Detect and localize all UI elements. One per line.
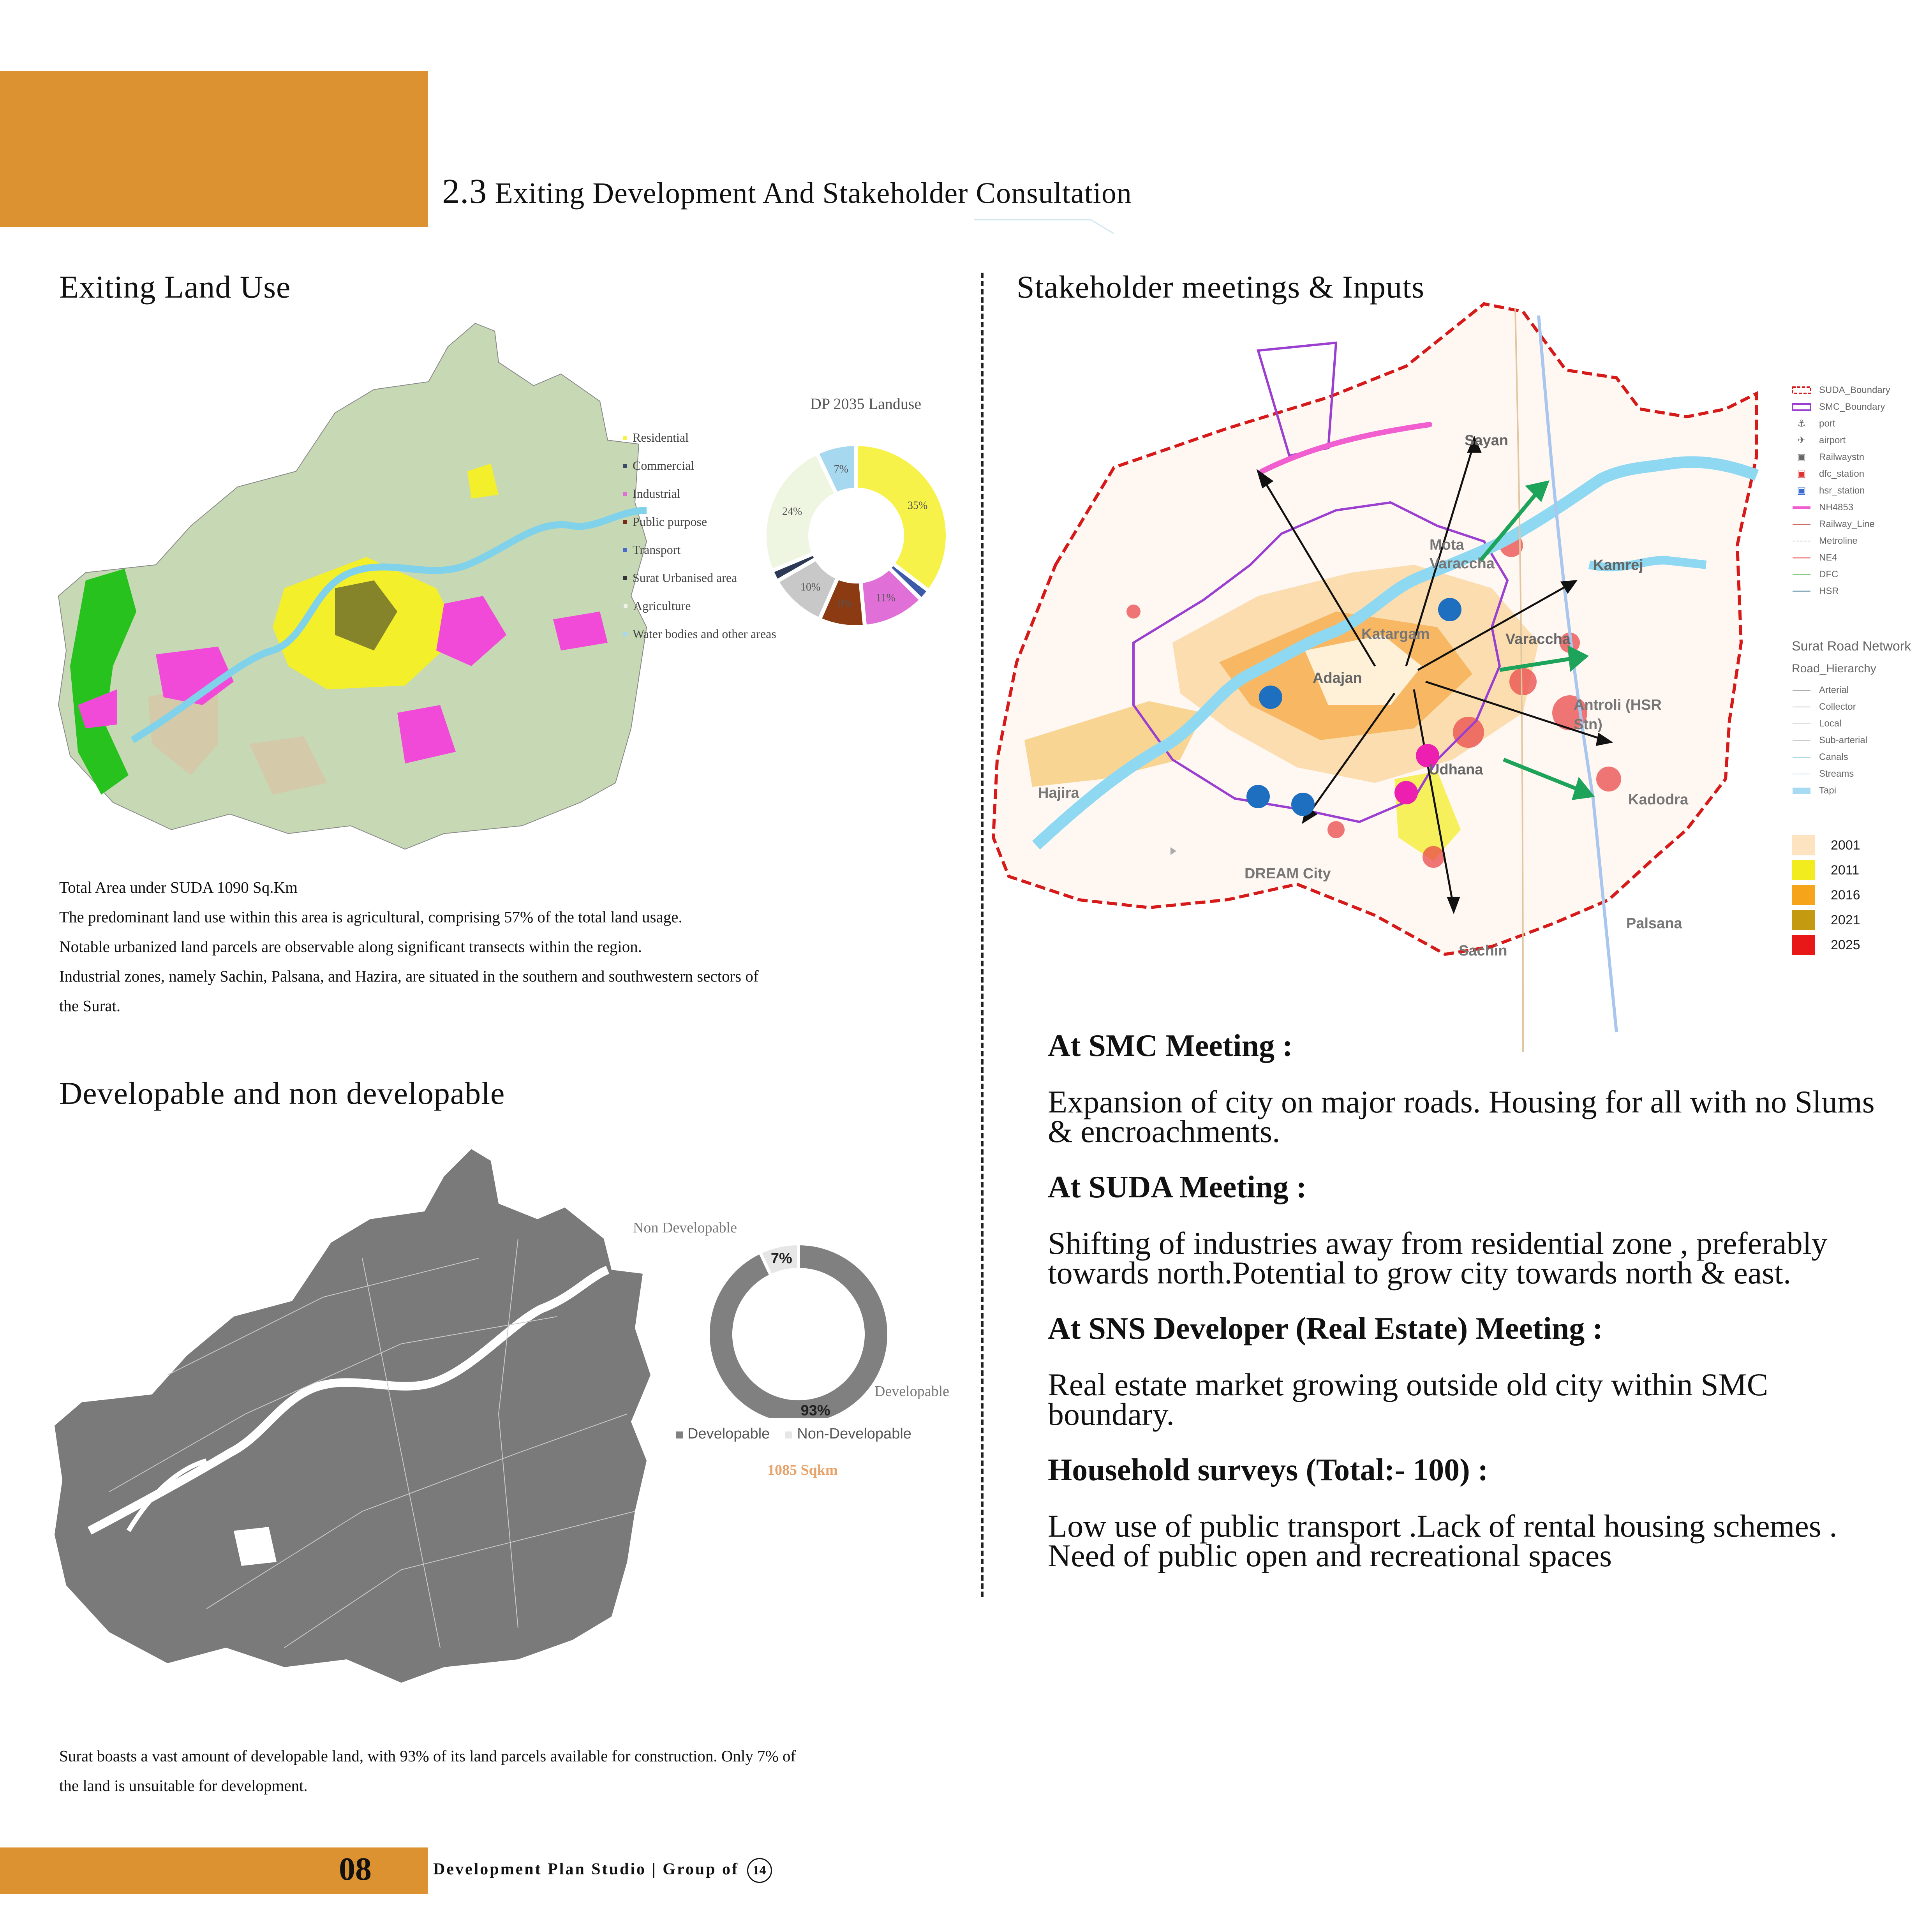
legend-collector: Collector bbox=[1819, 701, 1856, 712]
meeting-text-smc: Expansion of city on major roads. Housing for all with no Slums & encroachments. bbox=[1048, 1084, 1875, 1149]
page-title: 2.3 Exiting Development And Stakeholder Consultation bbox=[442, 172, 1132, 211]
legend-canals: Canals bbox=[1819, 751, 1848, 762]
legend-item-agriculture: Agriculture bbox=[623, 599, 776, 613]
legend-item-residential: Residential bbox=[623, 430, 776, 445]
meeting-text-household: Low use of public transport .Lack of rental housing schemes . Need of public open and recreational spaces bbox=[1048, 1508, 1837, 1573]
legend-local: Local bbox=[1819, 718, 1842, 729]
legend-ne4: NE4 bbox=[1819, 552, 1837, 563]
legend-hsr: HSR bbox=[1819, 585, 1839, 596]
developable-heading: Developable and non developable bbox=[59, 1075, 505, 1111]
landuse-legend bbox=[623, 430, 776, 655]
non-developable-callout: Non Developable bbox=[633, 1220, 737, 1236]
port-icon: ⚓ bbox=[1797, 418, 1806, 429]
donut-data-label: 10% bbox=[800, 581, 821, 593]
year-item-2025: 2025 bbox=[1792, 933, 1860, 957]
meetings-section bbox=[1048, 1028, 1885, 1571]
year-swatch bbox=[1792, 910, 1815, 930]
developable-line: Surat boasts a vast amount of developable land, with 93% of its land parcels available for construction. Only 7% of bbox=[59, 1747, 796, 1765]
legend-railway-line: Railway_Line bbox=[1819, 518, 1875, 529]
donut-data-label: 35% bbox=[908, 499, 928, 512]
footer-text: Development Plan Studio | Group of 14 bbox=[433, 1858, 772, 1883]
stakeholder-map bbox=[985, 292, 1803, 1052]
meeting-text-suda: Shifting of industries away from residential zone , preferably towards north.Potential to grow city towards north & east. bbox=[1048, 1225, 1828, 1290]
place-label-kadodra: Kadodra bbox=[1628, 791, 1689, 808]
legend-non-developable: Non-Developable bbox=[785, 1426, 911, 1442]
column-divider bbox=[981, 273, 984, 1597]
place-label-dream-city: DREAM City bbox=[1245, 866, 1331, 882]
place-label-udhana: Udhana bbox=[1429, 762, 1483, 778]
legend-tapi: Tapi bbox=[1792, 782, 1867, 799]
place-label-sachin: Sachin bbox=[1459, 943, 1507, 959]
year-item-2011: 2011 bbox=[1792, 858, 1860, 883]
legend-nh: NH4853 bbox=[1819, 502, 1854, 513]
place-label-katargam: Katargam bbox=[1361, 626, 1430, 642]
year-swatch bbox=[1792, 860, 1815, 880]
legend-airport: ✈ airport bbox=[1792, 432, 1890, 449]
land-use-description bbox=[59, 873, 986, 1021]
legend-item-public-purpose: Public purpose bbox=[623, 515, 776, 529]
legend-dfc-station: ▣ dfc_station bbox=[1792, 465, 1890, 482]
place-label-adajan: Adajan bbox=[1313, 670, 1362, 686]
road-legend bbox=[1792, 682, 1867, 799]
legend-hsr-station: ▣ hsr_station bbox=[1792, 482, 1890, 499]
land-use-line: Notable urbanized land parcels are observable along significant transects within the region. bbox=[59, 938, 642, 955]
airplane-icon: ✈ bbox=[1797, 435, 1806, 446]
legend-item-water: Water bodies and other areas bbox=[623, 627, 776, 641]
donut-data-label: 24% bbox=[782, 505, 802, 518]
donut-data-label: 7% bbox=[770, 1250, 792, 1267]
year-item-2016: 2016 bbox=[1792, 883, 1860, 908]
legend-item-industrial: Industrial bbox=[623, 487, 776, 501]
developable-legend bbox=[676, 1426, 911, 1442]
place-label-sayan: Sayan bbox=[1465, 432, 1508, 449]
developable-map bbox=[51, 1141, 658, 1694]
meeting-title-smc: At SMC Meeting : bbox=[1048, 1029, 1293, 1063]
landuse-donut-chart bbox=[763, 397, 1013, 631]
place-label-varaccha: Varaccha bbox=[1505, 631, 1571, 647]
road-hierarchy-title: Road_Hierarchy bbox=[1792, 662, 1876, 675]
legend-port: ⚓ port bbox=[1792, 415, 1890, 432]
legend-sub-arterial: Sub-arterial bbox=[1819, 735, 1868, 746]
meeting-title-suda: At SUDA Meeting : bbox=[1048, 1170, 1307, 1204]
year-swatch bbox=[1792, 935, 1815, 955]
hsr-station-icon: ▣ bbox=[1797, 485, 1806, 496]
developable-line: the land is unsuitable for development. bbox=[59, 1777, 308, 1795]
place-label-palsana: Palsana bbox=[1626, 915, 1682, 932]
dfc-station-icon: ▣ bbox=[1797, 469, 1806, 479]
legend-item-urbanised: Surat Urbanised area bbox=[623, 571, 776, 585]
land-use-line: the Surat. bbox=[59, 997, 121, 1015]
legend-smc-boundary: SMC_Boundary bbox=[1792, 398, 1890, 415]
donut-data-label: 8% bbox=[838, 598, 853, 610]
legend-streams: Streams bbox=[1819, 768, 1854, 779]
place-label-kamrej: Kamrej bbox=[1593, 557, 1643, 573]
legend-developable: Developable bbox=[676, 1426, 770, 1442]
place-label-mota-varaccha: Mota Varaccha bbox=[1430, 537, 1495, 572]
land-use-line: The predominant land use within this area is agricultural, comprising 57% of the total land usage. bbox=[59, 908, 682, 926]
landuse-chart-title: DP 2035 Landuse bbox=[810, 397, 922, 412]
developable-donut-chart bbox=[697, 1235, 900, 1418]
stakeholder-heading: Stakeholder meetings & Inputs bbox=[1017, 269, 1424, 305]
legend-item-transport: Transport bbox=[623, 543, 776, 557]
group-number-badge: 14 bbox=[747, 1858, 772, 1883]
place-label-hajira: Hajira bbox=[1038, 785, 1079, 801]
year-item-2021: 2021 bbox=[1792, 908, 1860, 933]
train-icon: ▣ bbox=[1797, 452, 1806, 462]
year-swatch bbox=[1792, 835, 1815, 855]
legend-item-commercial: Commercial bbox=[623, 458, 776, 473]
legend-suda-boundary: SUDA_Boundary bbox=[1792, 382, 1890, 398]
map-legend bbox=[1792, 382, 1890, 599]
donut-data-label: 7% bbox=[834, 463, 848, 476]
legend-arterial: Arterial bbox=[1819, 684, 1849, 695]
legend-railway-station: ▣ Railwaystn bbox=[1792, 449, 1890, 465]
donut-data-label: 93% bbox=[800, 1402, 830, 1418]
legend-metroline: Metroline bbox=[1819, 535, 1858, 546]
page-number: 08 bbox=[339, 1851, 372, 1887]
land-use-line: Industrial zones, namely Sachin, Palsana, and Hazira, are situated in the southern and southwestern sectors of bbox=[59, 967, 759, 985]
land-use-line: Total Area under SUDA 1090 Sq.Km bbox=[59, 878, 298, 896]
header-accent-bar bbox=[0, 71, 428, 227]
road-network-title: Surat Road Network bbox=[1792, 639, 1911, 654]
year-legend bbox=[1792, 833, 1860, 957]
land-use-map bbox=[55, 316, 662, 861]
meeting-text-sns: Real estate market growing outside old city within SMC boundary. bbox=[1048, 1367, 1768, 1432]
year-item-2001: 2001 bbox=[1792, 833, 1860, 858]
legend-dfc: DFC bbox=[1819, 569, 1839, 580]
year-swatch bbox=[1792, 885, 1815, 905]
place-label-antroli: Antroli (HSR Stn) bbox=[1574, 697, 1662, 733]
developable-callout: Developable bbox=[874, 1383, 950, 1400]
developable-total: 1085 Sqkm bbox=[767, 1462, 838, 1478]
donut-data-label: 11% bbox=[876, 592, 895, 604]
meeting-title-sns: At SNS Developer (Real Estate) Meeting : bbox=[1048, 1312, 1603, 1346]
land-use-heading: Exiting Land Use bbox=[59, 269, 291, 305]
developable-description bbox=[59, 1741, 986, 1800]
meeting-title-household: Household surveys (Total:- 100) : bbox=[1048, 1453, 1488, 1487]
title-underline bbox=[974, 218, 1130, 242]
